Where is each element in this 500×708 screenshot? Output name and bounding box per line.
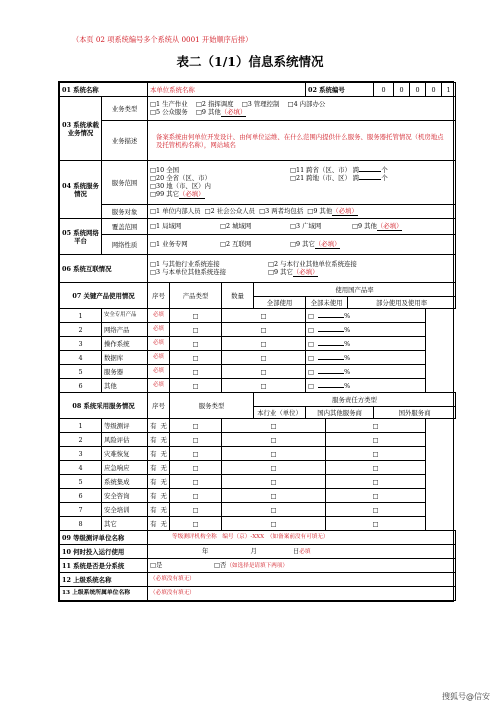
service-object-options: [148, 205, 456, 219]
assessment-unit-label: 09 等级测评单位名称: [60, 531, 148, 545]
network-nature-options: [148, 235, 456, 255]
checkbox[interactable]: □: [170, 337, 222, 351]
services-section-label: 08 系统采用服务情况: [60, 393, 148, 419]
required-mark: （必填）: [292, 268, 319, 276]
checkbox[interactable]: □: [222, 419, 326, 433]
col-header: 本行业（单位）: [254, 407, 306, 419]
product-type: 服务器: [102, 365, 148, 379]
yes-no[interactable]: [148, 503, 170, 517]
col-header: 数量: [222, 283, 254, 309]
checkbox[interactable]: □: [222, 309, 306, 323]
partial-use: [306, 309, 426, 323]
yes-text: 有: [150, 519, 157, 528]
percent-sign: %: [344, 381, 351, 390]
unit: 个: [381, 166, 388, 174]
checkbox[interactable]: □: [326, 447, 426, 461]
checkbox[interactable]: □: [170, 517, 222, 531]
row-number: 1: [60, 309, 102, 323]
system-code-digit[interactable]: 0: [374, 83, 394, 97]
hint-text: （如选择是请填下两项）: [226, 563, 288, 569]
table-row: [60, 489, 456, 503]
option[interactable]: □9 其它: [268, 268, 293, 276]
table-row: [60, 379, 456, 393]
percent-sign: %: [344, 339, 351, 348]
day-text: 日: [292, 547, 300, 555]
interconnect-label: 06 系统互联情况: [60, 255, 148, 283]
checkbox[interactable]: □: [326, 475, 426, 489]
system-code-digit[interactable]: 0: [410, 83, 426, 97]
option[interactable]: □3 与本单位其他系统连接: [150, 268, 227, 276]
system-code-digit[interactable]: 0: [394, 83, 410, 97]
checkbox[interactable]: □: [170, 503, 222, 517]
option[interactable]: □3 广域网: [290, 222, 322, 230]
yes-text: 有: [150, 477, 157, 486]
table-row: [60, 461, 456, 475]
col-header: 序号: [148, 283, 170, 309]
month-text: 月: [250, 547, 257, 555]
checkbox[interactable]: □: [170, 365, 222, 379]
info-system-form: [58, 81, 454, 602]
required-mark: （必填）: [178, 190, 205, 198]
business-desc-value[interactable]: 备案系统由何单位开发设计、由何单位运维、在什么范围内提供什么服务、服务器托管情况（机房地点及托管机构名称），网站域名: [148, 121, 456, 161]
option[interactable]: □1 与其他行业系统连接: [150, 260, 220, 268]
product-type: 网络产品: [102, 323, 148, 337]
checkbox[interactable]: □: [222, 461, 326, 475]
partial-use: [306, 351, 426, 365]
table-row: [60, 503, 456, 517]
option[interactable]: □否: [214, 561, 227, 569]
system-name-label: 01 系统名称: [60, 83, 148, 97]
option[interactable]: □30 地（市、区）内: [150, 182, 211, 190]
percent-sign: %: [344, 311, 351, 320]
row-number: 4: [60, 351, 102, 365]
col-header: 序号: [148, 393, 170, 419]
option[interactable]: □10 全国: [150, 166, 179, 174]
checkbox[interactable]: □: [222, 503, 326, 517]
service-type: 其它: [102, 517, 148, 531]
checkbox[interactable]: □: [326, 517, 426, 531]
system-name-value[interactable]: 本单位系统名称: [148, 83, 306, 97]
option[interactable]: □1 业务专网: [150, 240, 188, 248]
checkbox[interactable]: □: [222, 447, 326, 461]
row-number: 3: [60, 337, 102, 351]
option[interactable]: □是: [150, 561, 163, 569]
col-header: 全部使用: [254, 297, 306, 309]
col-header: 服务类型: [170, 393, 254, 419]
service-type: 安全培训: [102, 503, 148, 517]
required-mark: 必填: [299, 549, 311, 555]
checkbox[interactable]: □: [170, 351, 222, 365]
table-row: [60, 337, 456, 351]
product-qty[interactable]: 必填: [148, 337, 170, 351]
subsystem-options: [148, 559, 456, 573]
option[interactable]: □2 与本行业其他单位系统连接: [268, 260, 357, 268]
interconnect-options: [148, 255, 456, 283]
row-number: 3: [60, 447, 102, 461]
unit: 个: [381, 174, 388, 182]
yes-text: 有: [150, 463, 157, 472]
option[interactable]: □9 其他: [307, 207, 333, 215]
checkbox[interactable]: □: [170, 489, 222, 503]
checkbox[interactable]: □: [170, 461, 222, 475]
service-type: 等级测评: [102, 419, 148, 433]
option[interactable]: □2 城域网: [220, 222, 252, 230]
row-number: 5: [60, 365, 102, 379]
partial-use: [306, 365, 426, 379]
product-type: 其他: [102, 379, 148, 393]
checkbox[interactable]: □: [170, 323, 222, 337]
table-row: [60, 351, 456, 365]
business-type-label: 业务类型: [102, 97, 148, 121]
partial-use: [306, 323, 426, 337]
yes-text: 有: [150, 421, 157, 430]
product-qty[interactable]: 必填: [148, 379, 170, 393]
no-text: 无: [160, 435, 167, 444]
option[interactable]: □21 跨地（市、区） 跨: [290, 174, 360, 182]
option[interactable]: □1 局域网: [150, 222, 182, 230]
no-text: 无: [160, 505, 167, 514]
watermark: 搜狐号@信安: [442, 692, 490, 701]
col-header: 使用国产品率: [254, 283, 456, 297]
col-header: 国外服务商: [374, 407, 456, 419]
yes-no[interactable]: [148, 447, 170, 461]
percent-sign: %: [344, 367, 351, 376]
checkbox[interactable]: □: [222, 337, 306, 351]
option[interactable]: □99 其它: [150, 190, 179, 198]
col-header: 服务责任方类型: [254, 393, 456, 407]
option[interactable]: □3 管理控制: [241, 100, 280, 108]
option[interactable]: □3 两者均包括: [259, 207, 304, 215]
service-type: 风险评估: [102, 433, 148, 447]
no-text: 无: [160, 463, 167, 472]
checkbox[interactable]: □: [222, 323, 306, 337]
yes-no[interactable]: [148, 489, 170, 503]
option[interactable]: □9 其他: [195, 108, 221, 116]
checkbox[interactable]: □: [170, 379, 222, 393]
checkbox[interactable]: □: [222, 365, 306, 379]
network-nature-label: 网络性质: [102, 235, 148, 255]
no-text: 无: [160, 519, 167, 528]
table-row: [60, 517, 456, 531]
no-text: 无: [160, 449, 167, 458]
checkbox[interactable]: □: [222, 475, 326, 489]
page-title: 表二（1/1）信息系统情况: [176, 54, 324, 69]
service-type: 系统集成: [102, 475, 148, 489]
yes-no[interactable]: [148, 419, 170, 433]
checkbox[interactable]: □: [326, 419, 426, 433]
option[interactable]: □4 内部办公: [287, 100, 326, 108]
service-object-label: 服务对象: [102, 205, 148, 219]
required-mark: （必填）: [314, 240, 341, 248]
checkbox[interactable]: □: [326, 461, 426, 475]
service-type: 安全咨询: [102, 489, 148, 503]
row-number: 7: [60, 503, 102, 517]
parent-system-value[interactable]: （必填没有填无）: [148, 573, 456, 587]
required-mark: （必填）: [376, 222, 403, 230]
yes-no[interactable]: [148, 475, 170, 489]
checkbox[interactable]: □: [326, 433, 426, 447]
checkbox[interactable]: □: [222, 517, 326, 531]
option[interactable]: □1 单位内部人员: [150, 207, 201, 215]
checkbox[interactable]: □: [326, 489, 426, 503]
percent-sign: %: [344, 325, 351, 334]
yes-text: 有: [150, 435, 157, 444]
table-row: [60, 365, 456, 379]
option[interactable]: □2 互联网: [220, 240, 252, 248]
checkbox[interactable]: □: [170, 447, 222, 461]
checkbox[interactable]: □: [222, 433, 326, 447]
row-number: 4: [60, 461, 102, 475]
yes-text: 有: [150, 505, 157, 514]
product-qty[interactable]: 必填: [148, 309, 170, 323]
partial-use: [306, 337, 426, 351]
network-cover-label: 覆盖范围: [102, 219, 148, 235]
yes-text: 有: [150, 491, 157, 500]
assessment-unit-value[interactable]: 等级测评机构全称 编号（京）-XXX （如备案前没有可填无）: [148, 531, 456, 545]
product-qty[interactable]: 必填: [148, 351, 170, 365]
percent-sign: %: [344, 353, 351, 362]
col-header: 部分使用及使用率: [348, 297, 456, 309]
checkbox[interactable]: □: [170, 419, 222, 433]
product-qty[interactable]: 必填: [148, 323, 170, 337]
no-text: 无: [160, 421, 167, 430]
option[interactable]: □9 其它: [290, 240, 315, 248]
table-row: [60, 323, 456, 337]
row-number: 2: [60, 323, 102, 337]
option[interactable]: □20 全省（区、市）: [150, 174, 211, 182]
required-mark: （必填）: [332, 207, 358, 215]
checkbox[interactable]: □: [170, 433, 222, 447]
product-type: 安全专用产品: [102, 309, 148, 323]
checkbox[interactable]: □: [308, 311, 315, 320]
parent-system-label: 12 上级系统名称: [60, 573, 148, 587]
checkbox[interactable]: □: [170, 309, 222, 323]
checkbox[interactable]: □: [308, 381, 315, 390]
col-header: 全部未使用: [306, 297, 348, 309]
run-date-value[interactable]: [148, 545, 456, 559]
option[interactable]: □9 其他: [352, 222, 377, 230]
yes-no[interactable]: [148, 433, 170, 447]
system-code-label: 02 系统编号: [306, 83, 374, 97]
yes-text: 有: [150, 449, 157, 458]
partial-use: [306, 379, 426, 393]
business-desc-label: 业务描述: [102, 121, 148, 161]
yes-no[interactable]: [148, 461, 170, 475]
col-header: 国内其他服务商: [306, 407, 374, 419]
option[interactable]: □5 公众服务: [150, 108, 188, 116]
checkbox[interactable]: □: [222, 351, 306, 365]
service-range-options: [148, 161, 456, 205]
no-text: 无: [160, 491, 167, 500]
table-row: [60, 447, 456, 461]
product-type: 数据库: [102, 351, 148, 365]
network-section-label: 05 系统网络平台: [60, 219, 102, 255]
product-type: 操作系统: [102, 337, 148, 351]
parent-unit-label: 13 上级系统所属单位名称: [60, 587, 148, 601]
row-number: 6: [60, 489, 102, 503]
table-row: [60, 433, 456, 447]
products-section-label: 07 关键产品使用情况: [60, 283, 148, 309]
yes-no[interactable]: [148, 517, 170, 531]
checkbox[interactable]: □: [308, 325, 315, 334]
row-number: 5: [60, 475, 102, 489]
option[interactable]: □2 指挥调度: [195, 100, 234, 108]
required-mark: （必填）: [220, 108, 247, 116]
service-section-label: 04 系统服务情况: [60, 161, 102, 219]
business-section-label: 03 系统承载业务情况: [60, 97, 102, 161]
table-row: [60, 475, 456, 489]
business-type-options: [148, 97, 456, 121]
checkbox[interactable]: □: [170, 475, 222, 489]
checkbox[interactable]: □: [308, 353, 315, 362]
checkbox[interactable]: □: [326, 503, 426, 517]
checkbox[interactable]: □: [308, 367, 315, 376]
year-text: 年: [202, 547, 209, 555]
no-text: 无: [160, 477, 167, 486]
row-number: 6: [60, 379, 102, 393]
service-type: 应急响应: [102, 461, 148, 475]
system-code-digit[interactable]: 0: [426, 83, 442, 97]
option[interactable]: □11 跨省（区、市） 跨: [290, 166, 360, 174]
checkbox[interactable]: □: [308, 339, 315, 348]
checkbox[interactable]: □: [222, 489, 326, 503]
option[interactable]: □1 生产作业: [150, 100, 188, 108]
subsystem-label: 11 系统是否是分系统: [60, 559, 148, 573]
row-number: 2: [60, 433, 102, 447]
service-type: 灾难恢复: [102, 447, 148, 461]
col-header: 产品类型: [170, 283, 222, 309]
table-row: [60, 419, 456, 433]
system-code-digit[interactable]: 1: [442, 83, 456, 97]
option[interactable]: □2 社会公众人员: [204, 207, 256, 215]
product-qty[interactable]: 必填: [148, 365, 170, 379]
row-number: 8: [60, 517, 102, 531]
checkbox[interactable]: □: [222, 379, 306, 393]
parent-unit-value[interactable]: （必填没有填无）: [148, 587, 456, 601]
network-cover-options: [148, 219, 456, 235]
page-note: （本页 02 项系统编号多个系统从 0001 开始顺序后排）: [72, 35, 253, 44]
run-date-label: 10 何时投入运行使用: [60, 545, 148, 559]
table-row: [60, 309, 456, 323]
row-number: 1: [60, 419, 102, 433]
service-range-label: 服务范围: [102, 161, 148, 205]
